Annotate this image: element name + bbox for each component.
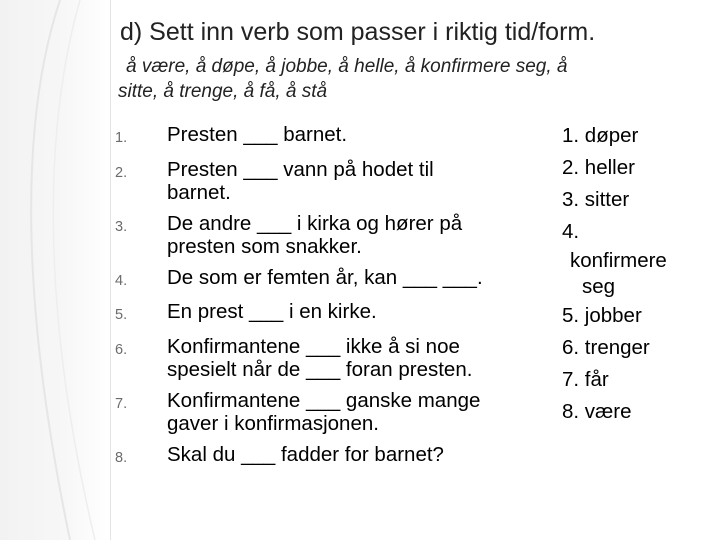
task-text — [167, 212, 462, 258]
task-text — [167, 300, 377, 327]
task-text — [167, 266, 483, 293]
task-text-line: Skal du ___ fadder for barnet? — [167, 442, 444, 466]
task-number: 8. — [115, 449, 128, 466]
task-text-line: De som er femten år, kan ___ ___. — [167, 265, 483, 289]
task-number: 6. — [115, 341, 128, 358]
page-title: d) Sett inn verb som passer i riktig tid/form. — [120, 18, 596, 46]
task-text — [167, 443, 444, 470]
answer-item-5: 5. jobber — [562, 304, 642, 327]
task-text-line: Presten ___ barnet. — [167, 123, 348, 146]
task-text — [167, 335, 472, 381]
task-number: 2. — [115, 164, 128, 181]
verb-list-line-2: sitte, å trenge, å få, å stå — [118, 81, 328, 102]
task-text-line: barnet. — [167, 180, 231, 204]
answer-item-4-number: 4. — [562, 220, 580, 243]
task-item-7 — [115, 389, 555, 435]
verb-list — [118, 54, 708, 104]
task-text-line: presten som snakker. — [167, 234, 362, 258]
task-text — [167, 389, 480, 435]
answer-item-3: 3. sitter — [562, 188, 630, 211]
task-number: 5. — [115, 307, 128, 324]
task-item-3 — [115, 212, 555, 258]
task-text-line: Presten ___ vann på hodet til — [167, 157, 434, 181]
answer-item-7: 7. får — [562, 368, 609, 391]
task-list — [115, 123, 555, 477]
task-text — [167, 158, 434, 204]
task-text-line: gaver i konfirmasjonen. — [167, 412, 379, 436]
answer-item-4-word: konfirmere — [570, 249, 667, 272]
task-item-2 — [115, 158, 555, 204]
verb-list-line-1: å være, å døpe, å jobbe, å helle, å konfirmere seg, å — [126, 56, 568, 77]
decorative-divider-line — [110, 0, 111, 540]
task-item-4 — [115, 266, 555, 293]
task-item-8 — [115, 443, 555, 470]
answer-item-1: 1. døper — [562, 124, 639, 147]
task-number: 4. — [115, 272, 128, 289]
task-number: 1. — [115, 130, 128, 146]
task-number: 7. — [115, 395, 128, 412]
answer-item-6: 6. trenger — [562, 336, 650, 359]
task-item-6 — [115, 335, 555, 381]
task-text-line: spesielt når de ___ foran presten. — [167, 358, 473, 382]
answer-item-4-reflexive: seg — [582, 275, 616, 298]
decorative-side-band — [0, 0, 108, 540]
task-text — [167, 123, 347, 150]
task-text-line: Konfirmantene ___ ganske mange — [167, 388, 481, 412]
task-item-1 — [115, 123, 555, 150]
answer-item-8: 8. være — [562, 400, 632, 423]
task-text-line: Konfirmantene ___ ikke å si noe — [167, 334, 460, 358]
answer-list — [562, 120, 712, 428]
task-text-line: De andre ___ i kirka og hører på — [167, 211, 463, 235]
task-item-5 — [115, 300, 555, 327]
task-number: 3. — [115, 218, 128, 235]
task-text-line: En prest ___ i en kirke. — [167, 300, 377, 324]
answer-item-4 — [562, 216, 712, 300]
answer-item-2: 2. heller — [562, 156, 635, 179]
